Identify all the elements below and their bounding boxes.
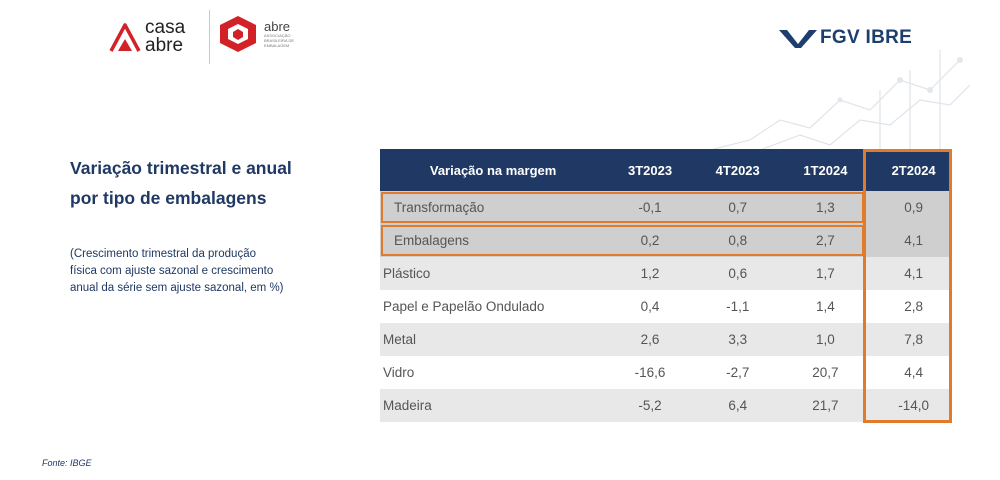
table-cell: 1,3 xyxy=(816,200,835,215)
table-cell: 20,7 xyxy=(812,365,839,380)
casa-abre-logo xyxy=(108,12,185,62)
fgv-ibre-logo xyxy=(779,26,912,50)
abre-logo-icon xyxy=(216,14,260,54)
table-cell: 4,1 xyxy=(904,266,924,281)
table-cell: 7,8 xyxy=(904,332,924,347)
page-subtitle: (Crescimento trimestral da produção física com ajuste sazonal e crescimento anual da série sem ajuste sazonal, em %) xyxy=(70,248,284,294)
table-cell: 0,6 xyxy=(728,266,748,281)
table-header-cell: Variação na margem xyxy=(429,162,557,178)
table-cell: 1,4 xyxy=(816,299,835,314)
table-cell: 1,0 xyxy=(816,332,835,347)
table-cell: 1,2 xyxy=(640,266,660,281)
table-cell: 0,8 xyxy=(728,233,748,248)
casa-abre-logo-icon xyxy=(108,20,142,54)
casa-abre-line1: casa xyxy=(145,17,186,38)
abre-logo xyxy=(216,14,312,54)
casa-abre-wordmark xyxy=(145,19,185,55)
table-cell: -5,2 xyxy=(638,398,662,413)
table-cell: 2,7 xyxy=(816,233,835,248)
highlight-box-embalagens xyxy=(381,225,864,256)
table-cell: 3,3 xyxy=(728,332,748,347)
table-cell: Papel e Papelão Ondulado xyxy=(383,299,545,314)
table-header-cell: 3T2023 xyxy=(627,162,673,178)
casa-abre-line2: abre xyxy=(145,35,184,56)
table-cell: -14,0 xyxy=(898,398,930,413)
table-header-cell: 1T2024 xyxy=(803,162,848,178)
abre-name: abre xyxy=(264,19,291,34)
table-cell: 6,4 xyxy=(728,398,748,413)
table-cell: Transformação xyxy=(394,200,485,215)
table-cell: Metal xyxy=(383,332,417,347)
table-cell: Vidro xyxy=(383,365,415,380)
table-cell: 21,7 xyxy=(812,398,839,413)
fgv-logo-icon xyxy=(779,26,817,50)
table-cell: Embalagens xyxy=(394,233,470,248)
page-title: Variação trimestral e anual por tipo de embalagens xyxy=(70,158,292,208)
table-cell: 0,7 xyxy=(728,200,748,215)
table-cell: -2,7 xyxy=(726,365,750,380)
table-cell: -1,1 xyxy=(726,299,750,314)
table-cell: 0,9 xyxy=(904,200,924,215)
table-cell: 0,4 xyxy=(640,299,660,314)
table-cell: 2,6 xyxy=(640,332,660,347)
fgv-ibre-wordmark: FGV IBRE xyxy=(820,27,913,48)
table-header-cell: 2T2024 xyxy=(891,162,936,178)
table-cell: 4,4 xyxy=(904,365,924,380)
table-cell: 0,2 xyxy=(640,233,660,248)
table-cell: 4,1 xyxy=(904,233,924,248)
table-cell: Madeira xyxy=(383,398,432,413)
table-header-cell: 4T2023 xyxy=(715,162,760,178)
table-cell: 2,8 xyxy=(904,299,924,314)
logo-divider xyxy=(209,10,210,64)
highlight-column-2t2024 xyxy=(863,149,952,423)
table-cell: 1,7 xyxy=(816,266,835,281)
source-note: Fonte: IBGE xyxy=(42,458,92,468)
table-cell: -0,1 xyxy=(638,200,662,215)
table-cell: -16,6 xyxy=(634,365,666,380)
highlight-box-transformacao xyxy=(381,192,864,223)
abre-subtitle: ASSOCIAÇÃO BRASILEIRA DE EMBALAGEM xyxy=(264,33,295,48)
table-cell: Plástico xyxy=(383,266,431,281)
